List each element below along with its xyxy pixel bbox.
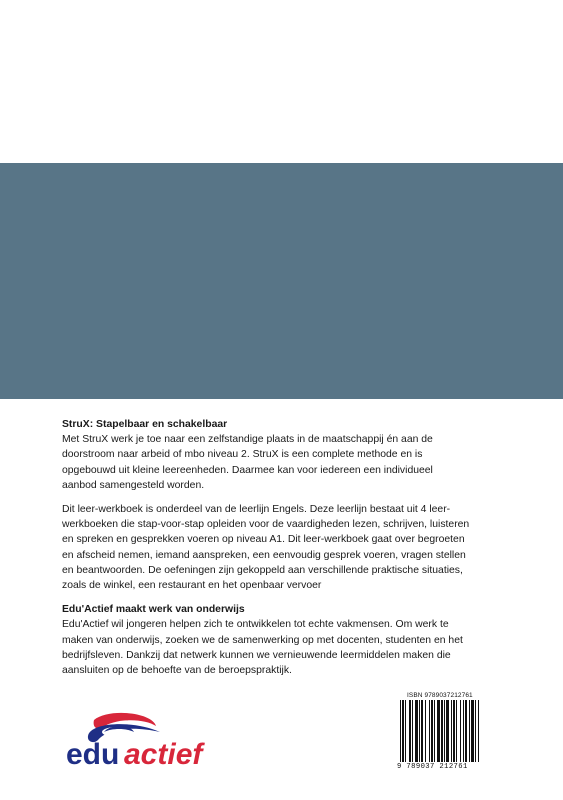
line: Met StruX werk je toe naar een zelfstandige plaats in de maatschappij én aan de [62,434,433,446]
barcode-bar [463,700,464,762]
line: aansluiten op de behoefte van de beroepspraktijk. [62,665,292,677]
barcode-bar [409,700,411,762]
barcode-bar [431,700,433,762]
isbn-label: ISBN 9789037212761 [407,692,473,699]
line: werkboeken die stap-voor-stap opleiden voor de vaardigheden lezen, schrijven, luisteren [62,519,470,531]
line: en beantwoorden. De oefeningen zijn gekoppeld aan verschillende praktische situaties, [62,564,463,576]
line: opgebouwd uit kleine leereenheden. Daarmee kan voor iedereen een individueel [62,464,433,476]
line: zoals de winkel, een restaurant en het openbaar vervoer [62,580,322,592]
line: doorstroom naar arbeid of mbo niveau 2. StruX is een complete methode en is [62,449,423,461]
barcode-bar [402,700,404,762]
barcode-bar [453,700,455,762]
barcode-bar [429,700,430,762]
line: bedrijfsleven. Dankzij dat netwerk kunnen we vernieuwende leermiddelen maken die [62,649,451,661]
barcode [398,700,508,762]
barcode-bar [434,700,435,762]
barcode-bar [460,700,461,762]
line: en afscheid nemen, iemand aanspreken, een eenvoudig gesprek voeren, vragen stellen [62,549,466,561]
barcode-bar [444,700,445,762]
logo-text-actief: actief [124,738,203,771]
section-heading-eduactief: Edu'Actief maakt werk van onderwijs [62,604,245,616]
barcode-bar [421,700,423,762]
back-cover-text [62,417,502,678]
barcode-bar [400,700,401,762]
barcode-bar [456,700,457,762]
eduactief-logo [64,710,224,772]
barcode-bar [475,700,476,762]
line: en spreken en gesprekken voeren op niveau A1. Dit leer-werkboek gaat over begroeten [62,534,465,546]
barcode-bar [469,700,470,762]
isbn-digits: 9 789037 212761 [397,763,468,771]
barcode-bar [412,700,413,762]
line: maken van onderwijs, zoeken we de samenwerking op met docenten, studenten en het [62,634,463,646]
barcode-bar [471,700,474,762]
barcode-bar [419,700,420,762]
line: Dit leer-werkboek is onderdeel van de leerlijn Engels. Deze leerlijn bestaat uit 4 leer- [62,504,451,516]
line: Edu'Actief wil jongeren helpen zich te ontwikkelen tot echte vakmensen. Om werk te [62,619,449,631]
cover-color-band [0,163,563,399]
barcode-bar [425,700,426,762]
barcode-bar [405,700,406,762]
barcode-bar [437,700,440,762]
section-heading-strux: StruX: Stapelbaar en schakelbaar [62,419,228,430]
barcode-bar [441,700,443,762]
barcode-bar [465,700,467,762]
barcode-bar [451,700,452,762]
barcode-bar [446,700,449,762]
barcode-bar [415,700,418,762]
barcode-bar [478,700,479,762]
line: aanbod samengesteld worden. [62,479,205,491]
logo-text-edu: edu [66,738,120,771]
